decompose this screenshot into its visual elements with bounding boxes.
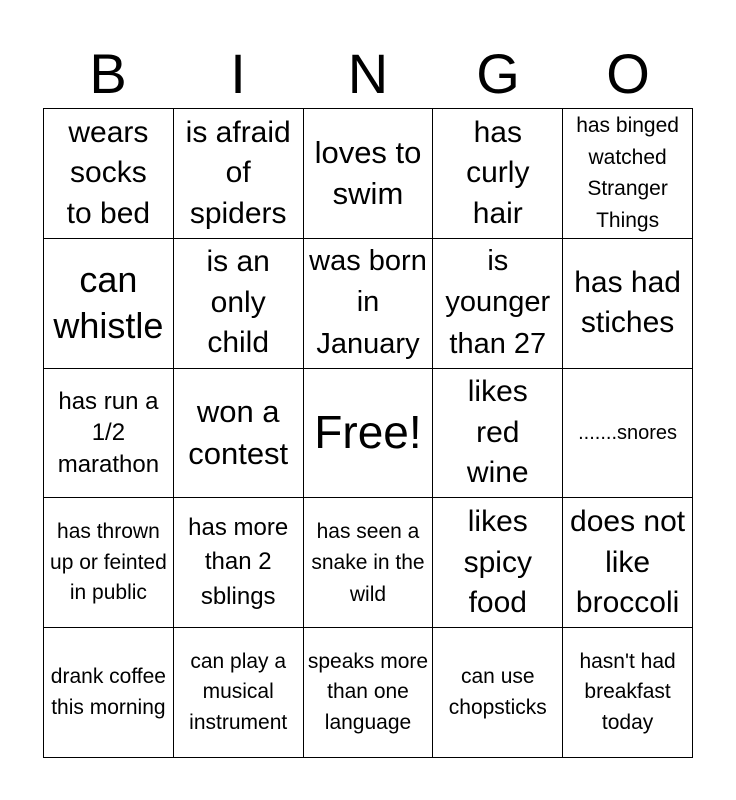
header-letter-n: N	[347, 42, 389, 105]
bingo-cell[interactable]	[174, 239, 304, 369]
header-letter-o: O	[606, 42, 650, 105]
bingo-cell-text: does not like broccoli	[570, 505, 686, 620]
bingo-header	[43, 40, 693, 108]
bingo-cell[interactable]	[563, 369, 693, 499]
bingo-cell[interactable]	[433, 498, 563, 628]
bingo-cell-text: has thrown up or feinted in public	[50, 520, 167, 604]
bingo-cell[interactable]	[44, 628, 174, 758]
bingo-cell-text: has run a 1/2 marathon	[57, 388, 160, 478]
bingo-cell-text: can play a musical instrument	[189, 649, 288, 734]
bingo-cell-text: won a contest	[188, 394, 289, 471]
bingo-cell-text: was born in January	[309, 244, 427, 360]
bingo-cell[interactable]	[174, 109, 304, 239]
bingo-cell-text: likes red wine	[466, 375, 529, 490]
bingo-cell-text: speaks more than one language	[307, 649, 429, 734]
bingo-cell[interactable]	[304, 239, 434, 369]
bingo-cell-text: has curly hair	[466, 115, 530, 230]
header-letter-i: I	[230, 42, 246, 105]
bingo-cell-text: hasn't had breakfast today	[579, 649, 676, 734]
bingo-cell-text: has had stiches	[574, 265, 681, 340]
bingo-cell[interactable]	[174, 628, 304, 758]
bingo-cell-text: loves to swim	[314, 134, 422, 212]
bingo-cell[interactable]	[44, 239, 174, 369]
bingo-cell[interactable]	[44, 369, 174, 499]
bingo-cell-text: is an only child	[206, 245, 270, 360]
bingo-cell-text: wears socks to bed	[66, 115, 151, 230]
bingo-cell[interactable]	[563, 628, 693, 758]
bingo-cell-text: has more than 2 sblings	[188, 513, 289, 611]
header-letter-g: G	[476, 42, 520, 105]
bingo-cell[interactable]	[433, 239, 563, 369]
bingo-cell[interactable]	[174, 498, 304, 628]
bingo-cell[interactable]	[433, 369, 563, 499]
bingo-cell-text: is afraid of spiders	[185, 115, 291, 230]
bingo-cell-text: is younger than 27	[445, 244, 551, 360]
bingo-cell[interactable]	[304, 369, 434, 499]
bingo-cell[interactable]	[433, 628, 563, 758]
bingo-cell[interactable]	[433, 109, 563, 239]
bingo-cell-text: .......snores	[578, 421, 678, 444]
bingo-cell-text: can whistle	[53, 259, 164, 347]
bingo-cell[interactable]	[304, 109, 434, 239]
bingo-cell[interactable]	[44, 109, 174, 239]
bingo-cell[interactable]	[304, 498, 434, 628]
bingo-cell[interactable]	[44, 498, 174, 628]
bingo-cell[interactable]	[563, 109, 693, 239]
bingo-cell[interactable]	[174, 369, 304, 499]
bingo-cell-text: has seen a snake in the wild	[311, 519, 425, 606]
bingo-cell-text: has binged watched Stranger Things	[576, 114, 679, 232]
header-letter-b: B	[89, 42, 127, 105]
bingo-cell-text: drank coffee this morning	[50, 665, 166, 719]
bingo-cell[interactable]	[563, 239, 693, 369]
bingo-cell[interactable]	[563, 498, 693, 628]
bingo-cell-text: can use chopsticks	[448, 665, 547, 719]
bingo-cell[interactable]	[304, 628, 434, 758]
bingo-board	[43, 108, 693, 758]
free-space: Free!	[314, 406, 422, 459]
bingo-cell-text: likes spicy food	[463, 505, 532, 620]
